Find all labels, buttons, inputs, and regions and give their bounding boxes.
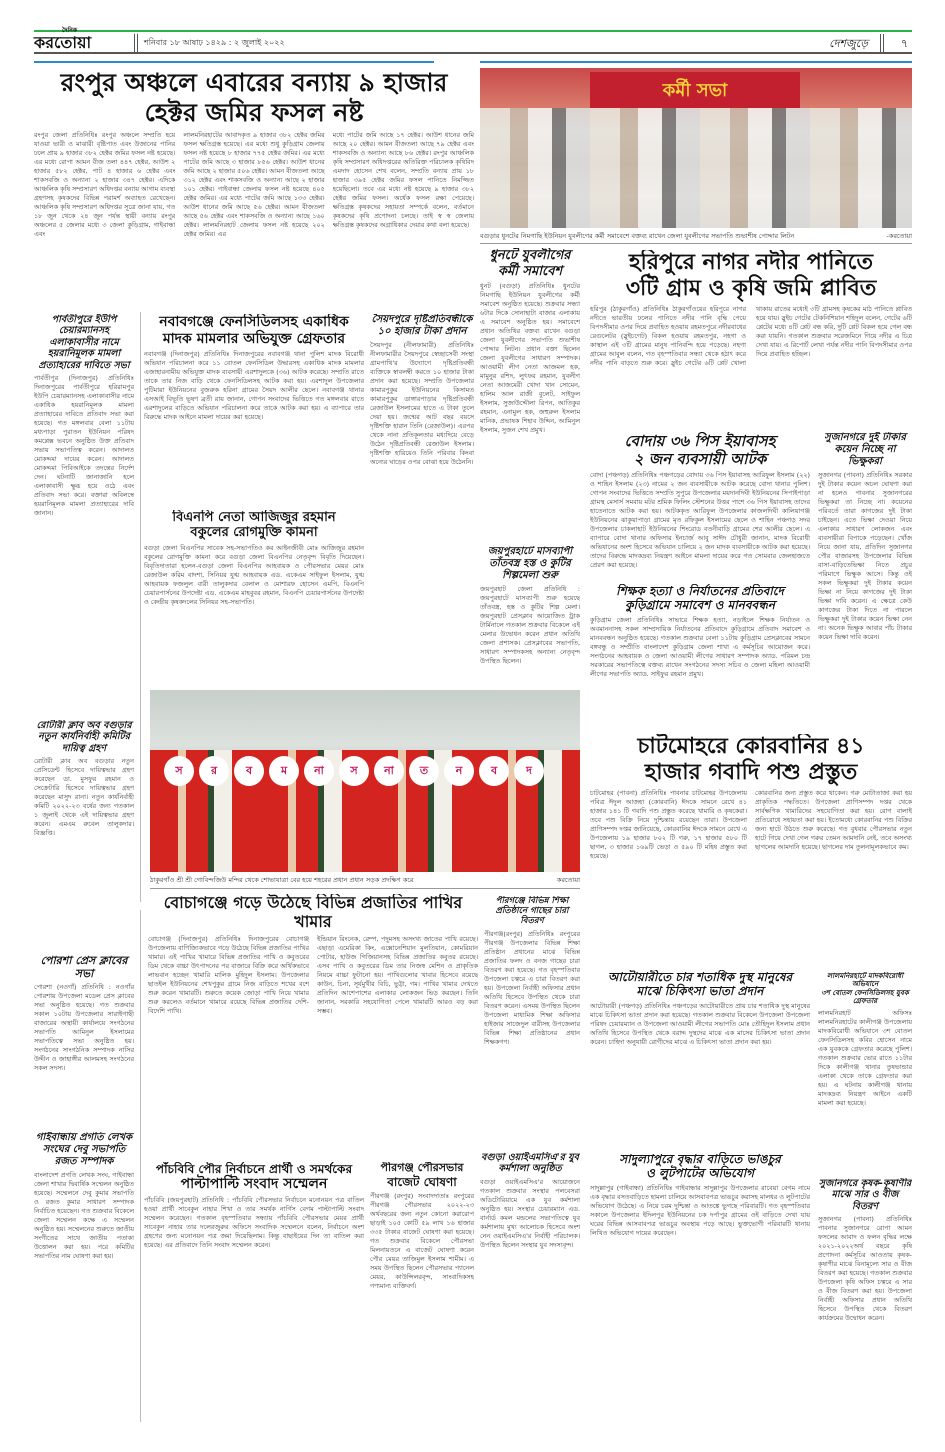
article-gaibandha: বাংলাদেশ প্রগতি লেখক সংঘ, গাইবান্ধা জেলা শাখার দ্বিবার্ষিক সম্মেলন অনুষ্ঠিত হয়েছে। সম্মেলনে দেবু কুমার সভাপতি ও রজত কুমার সাধারণ সম্পাদক নির্বাচিত হয়েছেন। গত শুক্রবার বিকেলে জেলা সম্মেলন কক্ষে এ সম্মেলন অনুষ্ঠিত হয়। সম্মেলনের শুরুতে জাতীয় সংগীতের সাথে জাতীয় পতাকা উত্তোলন করা হয়। পরে কমিটির সভাপতির নাম ঘোষণা করা হয়। [34, 1171, 134, 1260]
article-pirganj-school: পীরগঞ্জ(রংপুর) প্রতিনিধিঃ রংপুরের পীরগঞ্জ উপজেলার বিভিন্ন শিক্ষা প্রতিষ্ঠান প্রধানের মাঝে বিভিন্ন প্রজাতির ফলদ ও বনজ গাছের চারা বিতরণ করা হয়েছে। গত বৃহস্পতিবার উপজেলা চত্বরে এ চারা বিতরণ করা হয়। উপজেলা নির্বাহী অফিসার প্রধান অতিথি হিসেবে উপস্থিত থেকে চারা বিতরণ করেন। এসময় উপস্থিত ছিলেন উপজেলা মাধ্যমিক শিক্ষা অফিসার হাইজার সাজেদুল বারীসহ উপজেলার বিভিন্ন শিক্ষা প্রতিষ্ঠানের প্রধান শিক্ষকগণ। [484, 929, 580, 1046]
article-panchbibi: পাঁচবিবি (জয়পুরহাট) প্রতিনিধি : পাঁচবিবি পৌরসভার নির্বাচনে মনোনয়ন পত্র বাতিল হওয়া প্রার্থী সাবেকুন নাহার শিখা ও তার সমর্থক নার্গিস বেগম পাল্টাপাল্টি সংবাদ সম্মেলন করেছেন। গতকাল বৃহস্পতিবার সন্ধ্যায় পাঁচবিবি পৌরসভার মেয়র প্রার্থী সাবেকুন নাহার তার দলেরজুরুর অফিসে সংবাদিক সম্মেলনে বলেন, নির্বাচনে অংশ গ্রহণের জন্য মনোনয়ন পত্র জমা দিয়েছিলাম। কিন্তু বাছাইয়ের দিন তা বাতিল করা হয়েছে। এর প্রতিবাদে তিনি সংবাদ সম্মেলন করেন। [144, 1195, 364, 1249]
article-nawabganj: নবাবগঞ্জ (দিনাজপুর) প্রতিনিধিঃ দিনাজপুরের নবাবগঞ্জ থানা পুলিশ মাদক বিরোধী অভিযান পরিচালনা করে ১১ বোতল ফেনসিডিল উদ্ধারসহ একাধিক মাদক মামলার এজাহারনামীয় অভিযুক্ত মাদক ব্যবসায়ী এরশাদুলকে (৩৬) আটক করেছে। সম্প্রতি রাতে তাকে তার নিজ বাড়ি থেকে ফেনসিডিলসহ আটক করা হয়। এরশাদুল উপজেলার পুটিমারা ইউনিয়নের বুজরুক হরিনা গ্রামের সৈয়দ আলীর ছেলে। নবাবগঞ্জ থানার এসআই বিভূতি ভূষণ ব্রতী রায় জানান, গোপন সংবাদের ভিত্তিতে গত মঙ্গলবার রাতে এরশাদুলের বাড়িতে অভিযান পরিচালনা করে তাকে আটক করা হয়। এ ব্যাপারে তার বিরুদ্ধে মাদক আইনে মামলা দায়ের করা হয়েছে। [144, 350, 364, 422]
headline-panchbibi-line1: পাঁচবিবি পৌর নির্বাচনে প্রার্থী ও সমর্থকের [155, 1162, 353, 1176]
headline-sadullapur-line2: ও লুটপাটের অভিযোগ [645, 1166, 755, 1181]
headline-lalmonirhat-line1: লালমনিরহাটে মাদকবিরোধী অভিযানে [826, 972, 904, 989]
headline-haripur-line2: ৩টি গ্রাম ও কৃষি জমি প্লাবিত [625, 275, 877, 301]
article-saidpur: সৈয়দপুর (নীলফামারী) প্রতিনিধিঃ নীলফামারীর সৈয়দপুরে স্বেচ্ছাসেবী সংস্থা গ্রামপাথি'র উদ্যোগে দৃষ্টিপ্রতিবন্ধী ব্যক্তিকে স্বাবলম্বী করতে ১০ হাজার টাকা প্রদান করা হয়েছে। সম্প্রতি উপজেলার কামারপুকুর ইউনিয়নের কিসামত কামারপুকুর ডাঙ্গারপাড়ার দৃষ্টিপ্রতিবন্ধী রেজাউল ইসলামের হাতে এ টাকা তুলে দেয়া হয়। জন্মের আট বছর বয়সে দৃষ্টিশক্তি হারান তিনি (রেজাউল)। এরপর থেকে নানা প্রতিকূলতার মধ্যদিয়ে বেড়ে উঠেন দৃষ্টিপ্রতিবন্ধী রেজাউল ইসলাম। দৃষ্টিশক্তি হারিয়েও তিনি পরিবার কিংবা অন্যের ঘাড়ের ওপর বোঝা হয়ে উঠেননি। [370, 341, 474, 466]
rangpur-columns [34, 131, 474, 310]
story-pirganj-school [484, 896, 580, 1146]
story-bochaganj [148, 894, 478, 1156]
section-rule-left [34, 61, 434, 63]
placard: স [339, 756, 369, 786]
story-rangpur [34, 68, 474, 310]
article-haripur: হরিপুর (ঠাকুরগাঁও) প্রতিনিধিঃ ঠাকুরগাঁওয়ের হরিপুরে নাগর নদীতে ভারতীয় ঢলের পানিতে নদীর পানি বৃদ্ধি পেয়ে বিপদসীমার ওপর দিয়ে প্রবাহিত হওয়ায় রহমতপুরে নদীরবাধের রেগুলেটর (স্লুইচগেট) বিকল হওয়ায় রহমতপুর, নহগা ও কাস্থাল এই ৩টি গ্রামের মানুষ পানিবন্দি হয়ে পড়েছে। নহগা গ্রামের আবুল বলেন, গত বৃহস্পতিবার সন্ধ্যা থেকে হঠাৎ করে নদীর পানি বাড়তে শুরু করে। স্লুইচ গেটের ৬টি প্লেট খোলা থাকায় রাতের মধ্যেই ৩টি গ্রামসহ কৃষকের মাঠ পানিতে প্লাবিত হয়ে যায়। স্লুইচ গেটের টেকনিশিয়ান শহিদুল বলেন, গেটের ৬টি প্লেটের মধ্যে ৪টি প্লেট বন্ধ করি, দুটি প্লেট বিকল হয়ে গেল বন্ধ করা যায়নি। গতকাল শুক্রবার সরেজমিনে গিয়ে নদীর এ চিত্র দেখা যায়। এ রিপোর্ট লেখা পর্যন্ত নদীর পানি বিপদসীমার ওপর দিয়ে প্রবাহিত হচ্ছিল। [590, 304, 912, 367]
article-pirganj-budget: পীরগঞ্জ (রংপুর) সংবাদদাতাঃ রংপুরের পীরগঞ্জ পৌরসভার ২০২২-২৩ অর্থবছরের জন্য নতুন কোনো করারোপ ছাড়াই ১০৫ কোটি ৫৯ লাখ ১৬ হাজার ৩৩৫ টাকার বাজেট ঘোষণা করা হয়েছে। গত শুক্রবার বিকেলে পৌরসভা মিলনায়তনে এ বাজেট ঘোষণা করেন পৌর মেয়র তাজিমুল ইসলাম শামীম। এ সময় উপস্থিত ছিলেন পৌরসভার প্যানেল মেয়র, কাউন্সিলরবৃন্দ, সাংবাদিকসহ গণ্যমান্য ব্যক্তিবর্গ। [370, 1192, 474, 1291]
story-gaibandha [34, 1132, 134, 1424]
article-sujanagar-coin: সুজানগর (পাবনা) প্রতিনিধিঃ সরকার দুই টাকার কয়েন অচল ঘোষণা করা না হলেও পাবনার সুজানগরের ভিক্ষুকরা তা নিচ্ছে না। কয়েনের পরিবর্তে তারা কাগজের দুই টাকা চাইছেন। এতে ভিক্ষা দেওয়া নিয়ে এলাকার সাধারণ লোকজন এবং ব্যবসায়ীরা বিপাকে পড়েছেন। খোঁজ নিয়ে জানা যায়, প্রতিদিন সুজানগর পৌর বাজারসহ উপজেলার বিভিন্ন বাসা-বাড়িতেভিক্ষা নিতে প্রচুর পরিমাণে ভিক্ষুক আসে। কিন্তু ওই সকল ভিক্ষুকরা দুই টাকার কয়েন ভিক্ষা না নিয়ে কাগজের দুই টাকা ভিক্ষা দাবি করেন। এ ক্ষেত্রে কেউ কাগজের টাকা দিতে না পারলে ভিক্ষুকরা দুই টাকার কয়েন ভিক্ষা নেন না। অনেক ভিক্ষুক আবার পাঁচ টাকার কয়েন ভিক্ষা দাবি করেন। [818, 471, 912, 641]
headline-ymca: বগুড়া ওয়াইএমসিএ'র যুব কর্মশালা অনুষ্ঠিত [481, 1152, 579, 1175]
headline-pirganj-school: পীরগঞ্জে বিভিন্ন শিক্ষা প্রতিষ্ঠানে গাছের চারা বিতরণ [495, 896, 569, 927]
masthead [34, 27, 912, 54]
article-atwari: আটোয়ারী (পঞ্চগড়) প্রতিনিধিঃ পঞ্চগড়ের আটোয়ারীতে প্রায় চার শতাধিক দুস্থ মানুষের মাঝে চিকিৎসা ভাতা প্রদান করা হয়েছে। গতকাল শুক্রবার বিকেলে উপজেলা উপজেলা পরিষদ চেয়ারম্যান ও উপজেলা আওয়ামী লীগের সভাপতি মোঃ তৌহিদুল ইসলাম প্রধান অতিথি হিসেবে উপস্থিত থেকে বরাদ্দ দুস্থদের মাঝে এক মাসের চিকিৎসা ভাতা প্রদান করেন। চাহিদা অনুযায়ী রোগীদের মাঝে এ চিকিৎসা ভাতা প্রদান করা হয়। [590, 1001, 810, 1046]
section-name: দেশজুড়ে [829, 37, 868, 50]
headline-bnp-line2: বকুলের রোগমুক্তি কামনা [190, 525, 318, 541]
article-kurigram: কুড়িগ্রাম জেলা প্রতিনিধিঃ সাভারে শিক্ষক হত্যা, নড়াইলে শিক্ষক নির্যাতন ও অবমাননাসহ সকল সাম্প্রদায়িক নির্যাতনের প্রতিবাদে কুড়িগ্রামে প্রতিবাদ সমাবেশ ও মানববন্ধন অনুষ্ঠিত হয়েছে। গতকাল শুক্রবার বেলা ১১টায় কুড়িগ্রাম প্রেসক্লাবের সামনে বঙ্গবন্ধু ও সম্প্রীতি বাংলাদেশ কুড়িগ্রাম জেলা শাখা এ কর্মসূচির আয়োজন করে। সংগঠনের আহবায়ক ও জেলা আওয়ামী লীগের সাধারণ সম্পাদক অ্যাড. পরিমল চন্দ্র সরকারের সভাপতিত্বে বক্তব্য রাখেন সংগঠনের সদস্য সচিব ও জেলা মহিলা আওয়ামী লীগের সভাপতি অ্যাড. সাইফুর রহমান প্রমুখ। [590, 615, 810, 678]
placard: না [374, 756, 404, 786]
story-joypurhat-mela [480, 546, 580, 686]
story-rotary [34, 720, 134, 926]
logo-text: করতোয়া [34, 33, 92, 52]
article-rotary: রোটারী ক্লাব অব বগুড়ার নতুন প্রেসিডেন্ট হিসেবে দায়িত্বভার গ্রহণ করেছেন ডা. মুসফুর রহমান ও সেক্রেটারি হিসেবে দায়িত্বভার গ্রহণ করেছেন মাসুদ রানা। নতুন কার্যনির্বাহী কমিটি ২০২২-২৩ বর্ষের জন্য গতকাল ১ জুলাই থেকে এই দায়িত্বভার গ্রহণ করেন। এমএম রুবেল তালুকদার। বিজ্ঞপ্তি। [34, 757, 134, 838]
bochaganj-columns [148, 935, 478, 1156]
photo-mid-credit: করতোয়া [556, 876, 580, 884]
article-parbatipur: পার্বতীপুর (দিনাজপুর) প্রতিনিধিঃ দিনাজপুরের পার্বতীপুরে হরিরামপুর ইউপি চেয়ারম্যানসহ এলাকাবাসীর নামে একাধিক হয়রানিমূলক মামলা প্রত্যাহারের দাবিতে প্রতিবাদ সভা করা হয়েছে। গত মঙ্গলবার বেলা ১১টায় মধ্যপাড়া পুরাতন ইউনিয়ন পরিষদ কমপ্লেক্স ভবনে অনুষ্ঠিত উক্ত প্রতিবাদ সভায় সভাপতিত্ব করেন। আদালত মোকদ্দমা দায়ের করেন। আদালত মোকদ্দমা পিবিআইকে তদন্তের নির্দেশ দেন। ঘটনাটি জানাজানি হলে এলাকাবাসী ক্ষুব্ধ হয়ে ওঠে এবং প্রতিবাদ সভা করে। বক্তারা অবিলম্বে হয়রানিমূলক মামলা প্রত্যাহারের দাবি জানান। [34, 373, 134, 517]
headline-sujanagar-seed-line1: সুজানগরে কৃষক-কৃষাণীর [818, 1178, 912, 1189]
photo-banner-text: কর্মী সভা [662, 80, 728, 101]
headline-bnp-line1: বিএনপি নেতা আজিজুর রহমান [172, 510, 336, 525]
story-saidpur [370, 314, 474, 686]
article-ymca: বগুড়া ওয়াইএমসিএ'র আয়োজনে গতকাল শুক্রবার সংস্থার পলবেসরা অডিটোরিয়ামে এক যুব কর্মশালা অনুষ্ঠিত হয়। সংস্থার চেয়ারম্যান এড. বার্নার্ড কমল মন্ডলের সভাপতিত্বে যুব কর্মশালায় মুখ্য আলোচক হিসেবে অংশ নেন ওয়াইএমসিএ'র নির্বাহী পরিচালক। উপস্থিত ছিলেন সংস্থার যুব সদস্যবৃন্দ। [480, 1177, 580, 1249]
story-sujanagar-coin [818, 432, 912, 714]
placard: ত [409, 756, 439, 786]
story-parbatipur [34, 314, 134, 714]
photo-karmi-sabha [480, 68, 912, 228]
headline-kurigram-line2: কুড়িগ্রামে সমাবেশ ও মানববন্ধন [625, 598, 775, 613]
story-atwari [590, 970, 810, 1146]
photo-top-credit: -করতোয়া [886, 232, 912, 240]
headline-nawabganj-line1: নবাবগঞ্জে ফেনসিডিলসহ একাধিক [159, 314, 349, 330]
story-pirganj-budget [370, 1162, 474, 1424]
story-boda [590, 432, 810, 578]
headline-sadullapur-line1: সাদুল্যাপুরে বৃদ্ধার বাড়িতে ভাঙচুর [619, 1152, 781, 1166]
column-divider [140, 312, 141, 902]
headline-gaibandha: গাইবান্ধায় প্রগতি লেখক সংঘের দেবু সভাপতি রজত সম্পাদক [35, 1132, 133, 1167]
dateline: শনিবার ১৮ আষাঢ় ১৪২৯ : ২ জুলাই ২০২২ [144, 38, 285, 47]
photo-top-caption: বগুড়ার ধুনটের নিমগাছি ইউনিয়ন যুবলীগের কর্মী সমাবেশে বক্তব্য রাখেন জেলা যুবলীগের সভাপতি শুভাশীষ পোদ্দার লিটন [480, 232, 795, 240]
story-sujanagar-seed [818, 1178, 912, 1424]
story-sadullapur [590, 1152, 810, 1424]
story-ymca [480, 1152, 580, 1424]
placard: ন [444, 756, 474, 786]
headline-parbatipur: পার্বতীপুরে ইউপি চেয়ারম্যানসহ এলাকাবাসীর নামে হয়রানিমূলক মামলা প্রত্যাহারের দাবিতে সভা [38, 314, 130, 371]
article-porsha: পোরশা (নওগাঁ) প্রতিনিধি : নওগাঁর পোরশায় উপজেলা মডেল প্রেস ক্লাবের সভা অনুষ্ঠিত হয়েছে। গত শুক্রবার সকাল ১০টায় উপজেলার সারাইগাছী বাজারের অস্থায়ী কার্যালয়ে সংগঠনের সভাপতি আমিনুল ইসলামের সভাপতিত্বে সভা অনুষ্ঠিত হয়। সংগঠনের সাংগঠনিক সম্পাদক নাসির উদ্দীন ও জাহাঙ্গীর আলমসহ সংগঠনের সকল সদস্য। [34, 983, 134, 1073]
article-chatmohar-col2: কোরবানির জন্য প্রস্তুত করে থাকেন। গরু মোটাতাজা করা হয় প্রাকৃতিক পদ্ধতিতে। উপজেলা প্রাণিসম্পদ দপ্তর থেকে সার্বক্ষণিক খামারিদের সহযোগিতা করা হয়। রোগ বালাই প্রতিরোধে সহায়তা করা হয়। ইতোমধ্যে কোরবানির পশু বিক্রির জন্য হাটে উঠতে শুরু করেছে। গত বুধবার পৌরসভার নতুন হাটে গিয়ে দেখা গেল গরুর তেমন আমদানি নেই, তবে অসংখ্য ছাগলের আমদানি হয়েছে। ছাগলের দাম তুলনামূলকভাবে কম। [755, 788, 912, 851]
article-bochaganj-col2: ইন্ডিয়ান রিংনেক, রেম্প, পদুমসহ অসংখ্য জাতের পাখি রয়েছে। এছাড়া এমেরিকা কিং, এক্সোনেশিয়ান মুলতিয়ান, কোমরিয়ান পোটার, হাউজ গিজিয়ানসহ বিভিন্ন প্রজাতির কবুতর রয়েছে। এসব পাখি ও কবুতরের ডিম তার নিজস্ব মেশিন ও প্রাকৃতিক নিয়মে বাচ্চা ফুটানো হয়। পাখিগুলোর খাবার হিসেবে রয়েছে কাউন, চিনা, সূর্যমুখীর বিচি, ভুট্টা, গম। পাখির খামার দেখতে প্রতিদিন আশেপাশের এলাকার লোকজন ভিড় করছেন। তিনি জানান, সরকারি সহযোগিতা পেলে খামারটি আরও বড় করা সম্ভব। [317, 934, 478, 1015]
placard: দ [514, 756, 544, 786]
headline-sujanagar-seed-line2: মাঝে সার ও বীজ বিতরণ [831, 1189, 899, 1212]
newspaper-logo [34, 27, 92, 52]
headline-bochaganj: বোচাগঞ্জে গড়ে উঠেছে বিভিন্ন প্রজাতির পাখির খামার [163, 894, 463, 931]
placard: ম [269, 756, 299, 786]
logo-prefix: দৈনিক [62, 27, 78, 34]
photo-procession [150, 690, 580, 872]
headline-lalmonirhat-line2: ৩শ বোতল ফেনসিডিলসহ যুবক গ্রেফতার [821, 988, 909, 1006]
article-bochaganj-col1: বোচাগঞ্জ (দিনাজপুর) প্রতিনিধিঃ দিনাজপুরের বোচাগঞ্জ উপজেলায় বাণিজ্যিকভাবে গড়ে উঠেছে বিভিন্ন প্রজাতির পাখির খামার। এই পাখির খামারে বিভিন্ন প্রজাতির পাখি ও কবুতরের ডিম থেকে বাচ্চা উৎপাদনের পর বাজারে বিক্রি করে অর্থিকভাবে লাভবান হচ্ছেন খামারি মালিক মুহিদুল ইসলাম। উপজেলার ছাতইল ইউনিয়নের শেখপুকুর গ্রামে নিজ বাড়িতে শখের বশে শুরু করেন খামারটি। শুরুতে কয়েক জোড়া পাখি নিয়ে খামার শুরু করলেও বর্তমানে খামারে রয়েছে বিভিন্ন প্রজাতির দেশি-বিদেশি পাখি। [148, 934, 309, 1015]
headline-nawabganj-line2: মাদক মামলার অভিযুক্ত গ্রেফতার [162, 330, 346, 347]
headline-chatmohar-line1: চাটমোহরে কোরবানির ৪১ [637, 734, 865, 759]
article-sujanagar-seed: সুজানগর (পাবনা) প্রতিনিধিঃ পাবনার সুজানগরে রোপা আমন ফসলের আবাদ ও ফলন বৃদ্ধির লক্ষে ২০২১-২০২২অর্থ বছরে কৃষি প্রণোদনা কর্মসূচির আওতায় কৃষক-কৃষাণীর মাঝে বিনামূল্যে সার ও বীজ বিতরণ করা হয়েছে। গতকাল শুক্রবার উপজেলা কৃষি অফিস চত্বরে এ সার ও বীজ বিতরণ করা হয়। উপজেলা নির্বাহী অফিসার প্রধান অতিথি হিসেবে উপস্থিত থেকে বিতরণ কার্যক্রমের উদ্বোধন করেন। [818, 1215, 912, 1323]
placard: না [304, 756, 334, 786]
headline-kurigram-line1: শিক্ষক হত্যা ও নির্যাতনের প্রতিবাদে [616, 584, 784, 598]
chatmohar-columns [590, 789, 912, 962]
story-nawabganj [144, 314, 364, 506]
story-chatmohar [590, 734, 912, 962]
page-number: ৭ [900, 37, 908, 50]
article-bnp: বগুড়া জেলা বিএনপির সাবেক সহ-সভাপতিও কর আইনজীবী মোঃ আজিজুর রহমান বকুলের রোগমুক্তি কামনা করে বগুড়া জেলা বিএনপির নেতৃবৃন্দ বিবৃতি দিয়েছেন। বিবৃতিদাতারা হলেন-বগুড়া জেলা বিএনপির আহবায়ক ও পৌরসভার মেয়র মোঃ রেজাউল করিম বাদশা, সিনিয়র যুগ্ম আহবায়ক এড. একেএম সাইফুল ইসলাম, যুগ্ম আহবায়ক ফজলুল বারী তালুকদার বেলাল ও মোশারফ হোসেন এমপি, বিএনপি চেয়ারপার্সনের উপদেষ্টা এড. একেএম মাহবুবর রহমান, বিএনপি চেয়ারপার্সনের উপদেষ্টা ও কেন্দ্রীয় কৃষকদলের সিনিয়র সহ-সভাপতি। [144, 543, 364, 606]
article-dhunat: ধুনট (বগুড়া) প্রতিনিধিঃ ধুনটের নিমগাছি ইউনিয়ন যুবলীগের কর্মী সমাবেশ অনুষ্ঠিত হয়েছে। শুক্রবার সন্ধ্যা ৬টার দিকে সোনাহাটা বাজার এলাকায় এ সমাবেশ অনুষ্ঠিত হয়। সমাবেশে প্রধান অতিথির বক্তব্য রাখেন বগুড়া জেলা যুবলীগের সভাপতি শুভাশীষ পোদ্দার লিটন। প্রধান বক্তা ছিলেন জেলা যুবলীগের সাধারণ সম্পাদক। আওয়ামী লীগ নেতা আজমল হক, মামুনুর রশিদ, লুৎফর রহমান, যুবলীগ নেতা আজমেরী খোদা খান সোমেন, হালিম আল রাজী বুলেট, সাইফুল ইসলাম, সুজাউদ্দৌলা রিপন, আতিকুর রহমান, এনামুল হক, জহুরুল ইসলাম মানিক, প্রভাষক শিহাব উদ্দিন, আমিনুল ইসলাম, সুজন শেখ প্রমুখ। [480, 282, 580, 435]
headline-joypurhat-mela: জয়পুরহাটে মাসব্যাপী তাঁতবস্ত্র হস্ত ও কুটির শিল্পমেলা শুরু [487, 546, 573, 581]
headline-chatmohar-line2: হাজার গবাদি পশু প্রস্তুত [644, 759, 858, 785]
article-rangpur-col1: রংপুর জেলা প্রতিনিধিঃ রংপুর অঞ্চলে সম্প্রতি হয়ে যাওয়া ভারী ও মাঝারী বৃষ্টিপাত এবং উজানের পানির ঢলে প্রায় ৯ হাজার ৩৮২ হেক্টর জমির ফসল নষ্ট হয়েছে। এর মধ্যে রোপা আমন বীজ তলা ৪৪৭ হেক্টর, আউশ ২ হাজার ৫৮২ হেক্টর, পাট ৪ হাজার ৬ হেক্টর এবং শাকসবজি ও অন্যান্য ২ হাজার ৩৪৭ হেক্টর। এদিকে আঞ্চলিক কৃষি সম্প্রসারণ অধিদপ্তর বন্যায় আগাম ব্যবস্থা গ্রহণসহ কৃষকদের বিভিন্ন পরামর্শ অব্যাহত রেখেছেন। আঞ্চলিক কৃষি সম্প্রসারণ অধিদপ্তর সূত্রে জানা যায়, গত ১৮ জুন থেকে ২৪ জুন পর্যন্ত স্থায়ী বন্যায় রংপুর অঞ্চলের ৫ জেলার মধ্যে ৩ জেলা কুড়িগ্রাম, গাইবান্ধা এবং [34, 131, 176, 238]
headline-haripur-line1: হরিপুরে নাগর নদীর পানিতে [628, 250, 873, 275]
headline-boda-line1: বোদায় ৩৬ পিস ইয়াবাসহ [624, 432, 776, 450]
story-porsha [34, 954, 134, 1126]
article-boda: বোদা (পঞ্চগড়) প্রতিনিধিঃ পঞ্চগড়ের বোদায় ৩৬ পিস ইয়াবাসহ আরিফুল ইসলাম (২২) ও শাহিন ইসলাম (২৩) নামের ২ জন ব্যবসায়ীকে আটক করেছে বোদা থানার পুলিশ। গোপন সংবাদের ভিত্তিতে সম্প্রতি সুপুরে উপজেলার ময়দানদিঘী ইউনিয়নের সিপাইপাড়া গ্রামস্থ মেসার্স সমবায় মটর শ্রমিক ফিলিং স্টেশনের উত্তর পাশে ৩৬ পিস ইয়াবাসহ তাদের হাতেনাতে আটক করা হয়। আটককৃত আরিফুল উপজেলার কাজলদিঘী কালিয়াগঞ্জ ইউনিয়নের ঝাকুয়াপাড়া গ্রামের মৃত রফিকুল ইসলামের ছেলে ও শাহিন পঞ্চগড় সদর উপজেলার চাকলাহাট ইউনিয়নের শিংরোড বতনীবাড়ি গ্রামের শের আলীর ছেলে। এ ব্যাপারে বোদা থানার অফিসার ইনচার্জ আবু সাঈদ চৌধুরী জানান, মাদক বিরোধী অভিযানের অংশ হিসেবে অভিযান চালিয়ে ২ জন মাদক ব্যবসায়ীকে আটক করা হয়েছে। তাদের বিরুদ্ধে মাদকদ্রব্য নিয়ন্ত্রণ আইনে মামলা দায়ের করে গত সোমবার জেলহাজতে প্রেরণ করা হয়েছে। [590, 471, 810, 569]
article-chatmohar-col1: চাটমোহর (পাবনা) প্রতিনিধিঃ পাবনার চাটমোহর উপজেলায় পবিত্র ঈদুল আজহা (কোরবানি) ঈদকে সামনে রেখে ৪১ হাজার ১৪১ টি গবাদি পশু প্রস্তুত করেছে খামারি ও কৃষকেরা। তবে পশু বিক্রি নিয়ে দুশ্চিন্তায় রয়েছেন তারা। উপজেলা প্রাণিসম্পদ দপ্তর জানিয়েছে, কোরবানির ঈদকে সামনে রেখে এ উপজেলায় ১৯ হাজার ৮০২ টি গরু, ১৭ হাজার ৫৮০ টি ছাগল, ৩ হাজার ১৬৯টি ভেড়া ও ৫৯০ টি মহিষ প্রস্তুত করা হয়েছে। [590, 788, 747, 860]
story-bnp [144, 510, 364, 686]
headline-rangpur-line2: হেক্টর জমির ফসল নষ্ট [144, 97, 364, 127]
article-sadullapur: সাদুল্লাপুর (গাইবান্ধা) প্রতিনিধিঃ গাইবান্ধার সাদুল্লাপুর উপজেলার রাবেয়া বেগম নামে এক বৃদ্ধার বসতবাড়িতে হামলা চালিয়ে আসবাবপত্র ভাঙচুর করাসহ মালধর ও লুটপাটের অভিযোগ উঠেছে। এ নিয়ে চরম দুশ্চিন্তা ও আতঙ্কে ভুগছে পরিবারটি। গত বৃহস্পতিবার সকালে উপজেলার ইদিলপুর ইউনিয়নের চক দর্পাপুর গ্রামের ওই বাড়িতে দেখা যায় ঘরের বিভিন্ন আসবাবপত্র ভাঙচুর অবস্থায় পড়ে আছে। ভুক্তভোগী পরিবারটি থানায় লিখিত অভিযোগ দায়ের করেছেন। [590, 1183, 810, 1237]
page-divider [880, 34, 884, 52]
column-divider [140, 910, 141, 1422]
headline-saidpur: সৈয়দপুরে দৃষ্টিপ্রতিবন্ধীকে ১০ হাজার টাকা প্রদান [371, 314, 473, 337]
headline-boda-line2: ২ জন ব্যবসায়ী আটক [633, 450, 767, 468]
headline-pirganj-budget-line1: পীরগঞ্জ পৌরসভার [380, 1162, 464, 1174]
headline-atwari-line1: আটোয়ারীতে চার শতাধিক দুস্থ মানুষের [607, 970, 793, 984]
headline-pirganj-budget-line2: বাজেট ঘোষণা [387, 1174, 457, 1189]
headline-panchbibi-line2: পাল্টাপাল্টি সংবাদ সম্মেলন [180, 1176, 328, 1193]
masthead-divider [134, 34, 138, 52]
story-haripur [590, 250, 912, 426]
story-kurigram [590, 584, 810, 716]
headline-rangpur-line1: রংপুর অঞ্চলে এবারের বন্যায় ৯ হাজার [60, 68, 448, 97]
section-rule-right [480, 61, 912, 63]
photo-mid-caption: ঠাকুরগাঁও শ্রী শ্রী গোবিন্দজিউ মন্দির থেকে শোভাযাত্রা বের হয়ে শহরের প্রধান প্রধান সড়ক প্রদক্ষিণ করে [150, 876, 414, 884]
placard: র [199, 756, 229, 786]
headline-rotary: রোটারী ক্লাব অব বগুড়ার নতুন কার্যনির্বাহী কমিটির দায়িত্ব গ্রহণ [36, 720, 132, 754]
story-lalmonirhat [818, 972, 912, 1172]
story-dhunat [480, 248, 580, 540]
headline-porsha: পোরশা প্রেস ক্লাবের সভা [40, 954, 128, 981]
article-lalmonirhat: লালমনিরহাট অফিসঃ লালমনিরহাটের কালীগঞ্জ উপজেলায় মাদকবিরোধী অভিযানে ৩শ বোতল ফেনসিডিলসহ কবির হোসেন নামে এক যুবককে গ্রেফতার করেছে পুলিশ। গতকাল শুক্রবার ভোর রাতে ১১টার দিকে কালীগঞ্জ থানার তুষভান্ডার এলাকা থেকে তাকে গ্রেফতার করা হয়। এ ঘটনায় কালীগঞ্জ থানায় মাদকদ্রব্য নিয়ন্ত্রণ আইনে একটি মামলা করা হয়েছে। [818, 1008, 912, 1107]
headline-atwari-line2: মাঝে চিকিৎসা ভাতা প্রদান [636, 984, 764, 999]
photo-crowd [480, 108, 912, 228]
article-rangpur-col3: মধ্যে পাটের জমি আছে ১৭ হেক্টর। আউশ ধানের জমি আছে ২০ হেক্টর। আমন বীজতলা আছে ৭৯ হেক্টর এবং শাকসবজি ও অন্যান্য আছে ৮৬ হেক্টর। রংপুর আঞ্চলিক কৃষি সম্প্রসারণ অধিদপ্তরের অতিরিক্ত পরিচালক কৃষিবিদ এমদাদ হোসেন শেখ বলেন, সম্প্রতি বন্যায় প্রায় ১৮ হাজার ৩৯৫ হেক্টর জমির ফসল পানিতে নিমজ্জিত হয়েছিলো। তবে এর মধ্যে নষ্ট হয়েছে ৯ হাজার ৩৮২ হেক্টর জমির ফসল। অর্ধেক ফসল রক্ষা পেয়েছে। ক্ষতিগ্রস্ত কৃষকদের সহায়তা সম্পর্কে বলেন, বর্তমানে কৃষকদের কৃষি প্রণোদনা চলছে। তাই স্ব স্ব জেলায় ক্ষতিগ্রস্ত কৃষকদের অগ্রাধিকার দেয়ার কথা বলা হয়েছে। [332, 131, 474, 229]
article-rangpur-col2: লালমনিরহাটের আবাদকৃত ৯ হাজার ৩৮২ হেক্টর জমির ফসল ক্ষতিগ্রস্ত হয়েছে। এর মধ্যে শুধু কুড়িগ্রাম জেলায় ফসল নষ্ট হয়েছে ৮ হাজার ৭৭৫ হেক্টর জমির। এর মধ্যে পাটের জমি আছে ৩ হাজার ৮৫৬ হেক্টর। আউশ ধানের জমি আছে ২ হাজার ৫০৬ হেক্টর। আমন বীজতলা আছে ৩১২ হেক্টর এবং শাকসবজি ও অন্যান্য আছে ২ হাজার ১০১ হেক্টর। গাইবান্ধা জেলায় ফসল নষ্ট হয়েছে ৪০৫ হেক্টর জমির। এর মধ্যে পাটের জমি আছে ১৩৩ হেক্টর। আউশ ধানের জমি আছে ৫৬ হেক্টর। আমন বীজতলা আছে ৫৬ হেক্টর এবং শাকসবজি ও অন্যান্য আছে ১৬০ হেক্টর। লালমনিরহাট জেলায় ফসল নষ্ট হয়েছে ২০২ হেক্টর জমির। এর [183, 131, 325, 238]
divider [480, 243, 912, 244]
placard-row [164, 756, 574, 786]
story-panchbibi [144, 1162, 364, 1424]
headline-sujanagar-coin: সুজানগরে দুই টাকার কয়েন নিচ্ছে না ভিক্ষুকরা [824, 432, 906, 467]
headline-dhunat: ধুনটে যুবলীগের কর্মী সমাবেশ [489, 248, 571, 279]
placard: ব [479, 756, 509, 786]
placard: ব [234, 756, 264, 786]
placard: স [164, 756, 194, 786]
article-joypurhat-mela: জয়পুরহাট জেলা প্রতিনিধি : জয়পুরহাটে মাসব্যাপী শুরু হয়েছে তাঁতবস্ত্র, হস্ত ও কুটির শিল্প মেলা। জয়পুরহাট প্রেসক্লাব আয়োজিত ট্রাক টার্মিনালে গতকাল শুক্রবার বিকেলে এই মেলার উদ্বোধন করেন প্রধান অতিথি জেলা প্রশাসক। প্রেসক্লাবের সভাপতি, সাধারণ সম্পাদকসহ অন্যান্য নেতৃবৃন্দ উপস্থিত ছিলেন। [480, 585, 580, 665]
divider [150, 888, 580, 889]
